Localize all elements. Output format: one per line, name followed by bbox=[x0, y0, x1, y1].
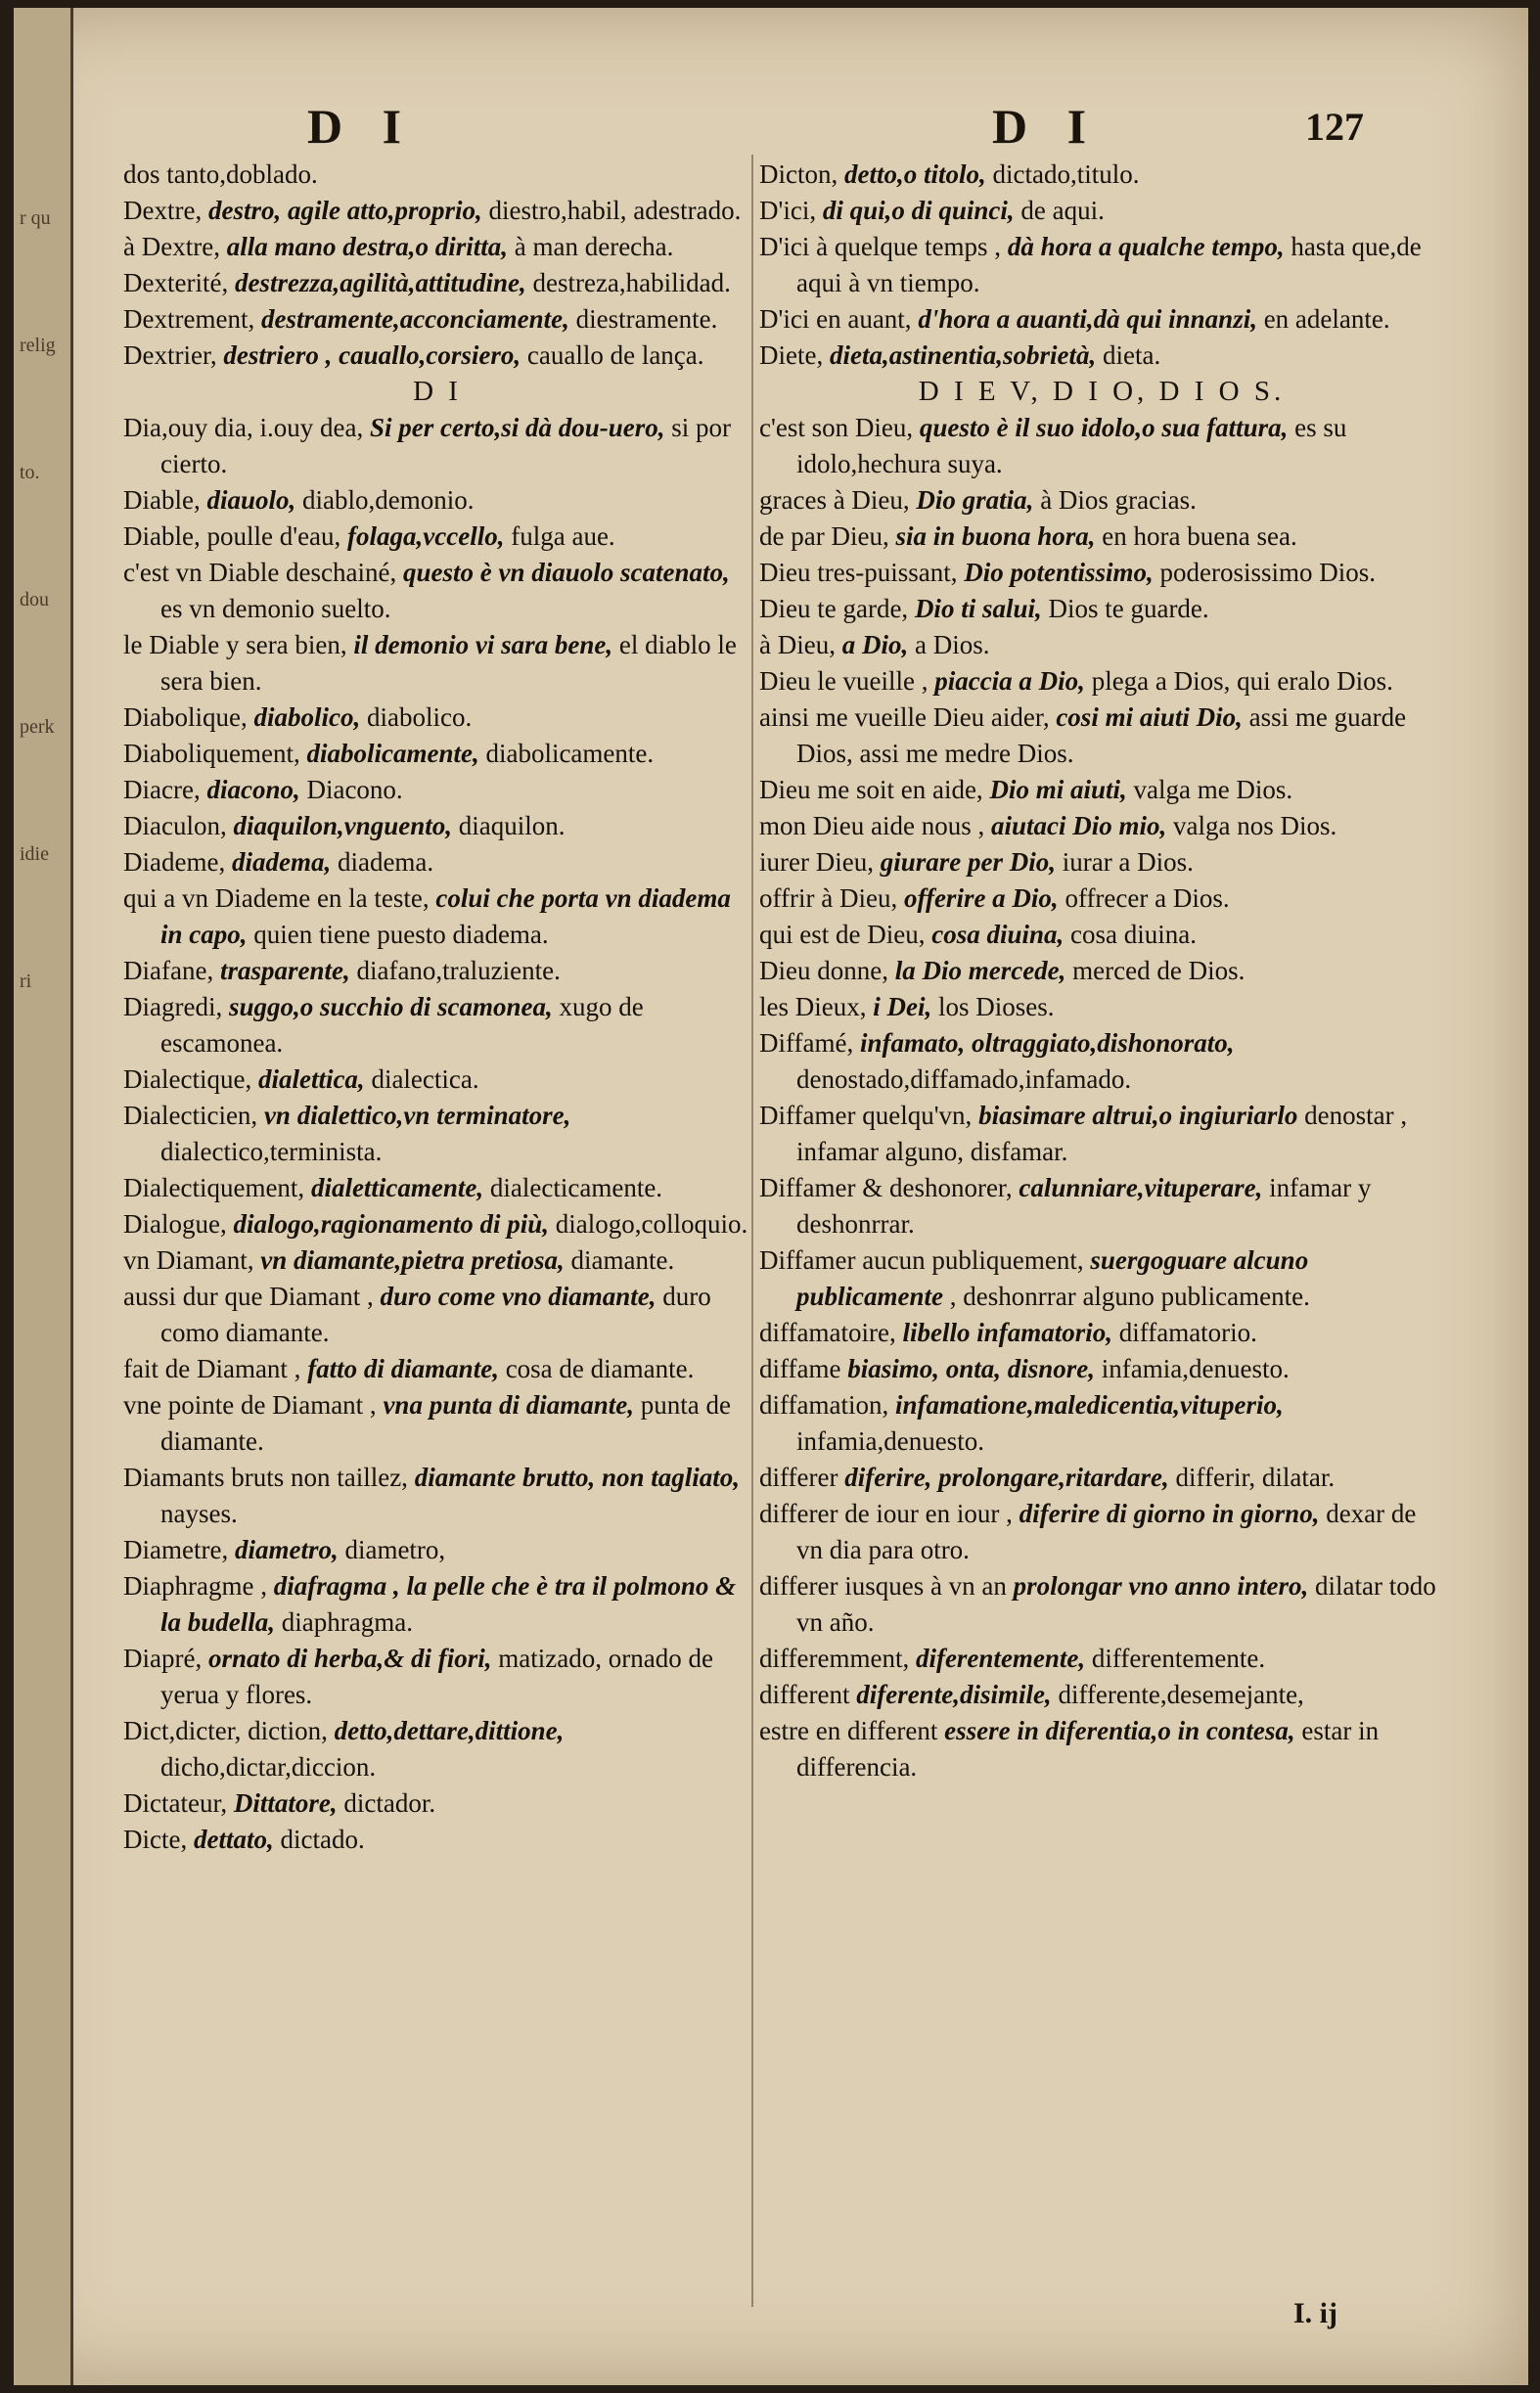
running-header bbox=[14, 98, 1528, 157]
french-term: c'est son Dieu, bbox=[759, 413, 914, 442]
dictionary-entry bbox=[759, 772, 1444, 808]
dictionary-entry bbox=[759, 338, 1444, 374]
dictionary-entry bbox=[759, 880, 1444, 917]
spanish-translation: quien tiene puesto diadema. bbox=[253, 920, 549, 949]
spanish-translation: es vn demonio suelto. bbox=[160, 594, 391, 623]
italian-translation: colui che porta vn diadema in capo, bbox=[160, 883, 731, 949]
dictionary-entry bbox=[123, 338, 751, 374]
spanish-translation: punta de diamante. bbox=[160, 1390, 731, 1456]
dictionary-entry bbox=[759, 519, 1444, 555]
french-term: Diagredi, bbox=[123, 992, 223, 1021]
dictionary-entry bbox=[123, 700, 751, 736]
spanish-translation: si por cierto. bbox=[160, 413, 731, 478]
french-term: Dextrier, bbox=[123, 340, 217, 370]
dictionary-entry bbox=[123, 1532, 751, 1568]
italian-translation: destrezza,agilità,attitudine, bbox=[234, 268, 526, 297]
italian-translation: vn diamante,pietra pretiosa, bbox=[260, 1245, 565, 1275]
french-term: Diaculon, bbox=[123, 811, 227, 840]
italian-translation: destramente,acconciamente, bbox=[260, 304, 569, 334]
italian-translation: diferentemente, bbox=[915, 1644, 1086, 1673]
dictionary-entry bbox=[759, 1713, 1444, 1785]
italian-translation: diabolicamente, bbox=[306, 739, 479, 768]
italian-translation: i Dei, bbox=[873, 992, 932, 1021]
french-term: Diffamer aucun publiquement, bbox=[759, 1245, 1084, 1275]
dictionary-entry bbox=[759, 1460, 1444, 1496]
italian-translation: questo è il suo idolo,o sua fattura, bbox=[919, 413, 1289, 442]
italian-translation: diamante brutto, non tagliato, bbox=[414, 1463, 741, 1492]
italian-translation: diacono, bbox=[206, 775, 300, 804]
dictionary-entry bbox=[123, 1785, 751, 1822]
french-term: Diafane, bbox=[123, 956, 214, 985]
dictionary-entry bbox=[759, 1387, 1444, 1460]
dictionary-entry bbox=[123, 844, 751, 880]
dictionary-entry bbox=[123, 1206, 751, 1242]
spanish-translation: duro como diamante. bbox=[160, 1282, 711, 1347]
margin-fragment: dou bbox=[20, 589, 49, 610]
french-term: Diable, poulle d'eau, bbox=[123, 521, 341, 551]
italian-translation: offerire a Dio, bbox=[903, 883, 1059, 913]
italian-translation: suggo,o succhio di scamonea, bbox=[228, 992, 553, 1021]
dictionary-entry bbox=[759, 1568, 1444, 1641]
french-term: diffamation, bbox=[759, 1390, 889, 1420]
french-term: Dialogue, bbox=[123, 1209, 227, 1239]
dictionary-entry bbox=[123, 265, 751, 301]
italian-translation: diaquilon,vnguento, bbox=[233, 811, 453, 840]
dictionary-entry bbox=[123, 1170, 751, 1206]
dictionary-entry bbox=[123, 1460, 751, 1532]
italian-translation: diferire, prolongare,ritardare, bbox=[844, 1463, 1169, 1492]
dictionary-entry bbox=[759, 1641, 1444, 1677]
french-term: dos tanto,doblado. bbox=[123, 159, 318, 189]
italian-translation: biasimo, onta, disnore, bbox=[847, 1354, 1096, 1383]
french-term: differemment, bbox=[759, 1644, 910, 1673]
french-term: Dextre, bbox=[123, 196, 203, 225]
page-number: 127 bbox=[1305, 105, 1364, 149]
spanish-translation: fulga aue. bbox=[511, 521, 615, 551]
french-term: Diffamer & deshonorer, bbox=[759, 1173, 1013, 1202]
italian-translation: Dio potentissimo, bbox=[964, 558, 1154, 587]
spanish-translation: estar in differencia. bbox=[796, 1716, 1380, 1782]
dictionary-entry bbox=[759, 193, 1444, 229]
dictionary-entry bbox=[759, 229, 1444, 301]
dictionary-entry bbox=[759, 844, 1444, 880]
french-term: D'ici, bbox=[759, 196, 817, 225]
spanish-translation: dialecticamente. bbox=[489, 1173, 663, 1202]
spanish-translation: , deshonrrar alguno publicamente. bbox=[949, 1282, 1310, 1311]
dictionary-entry bbox=[759, 410, 1444, 482]
italian-translation: Dio ti salui, bbox=[914, 594, 1042, 623]
french-term: differer de iour en iour , bbox=[759, 1499, 1013, 1528]
italian-translation: questo è vn diauolo scatenato, bbox=[403, 558, 730, 587]
french-term: à Dextre, bbox=[123, 232, 220, 261]
spanish-translation: infamar y deshonrrar. bbox=[796, 1173, 1372, 1239]
french-term: Diete, bbox=[759, 340, 824, 370]
french-term: fait de Diamant , bbox=[123, 1354, 301, 1383]
french-term: graces à Dieu, bbox=[759, 485, 910, 515]
spanish-translation: differentemente. bbox=[1091, 1644, 1266, 1673]
french-term: Dia,ouy dia, i.ouy dea, bbox=[123, 413, 364, 442]
italian-translation: calunniare,vituperare, bbox=[1019, 1173, 1263, 1202]
french-term: Diable, bbox=[123, 485, 201, 515]
section-heading bbox=[759, 374, 1444, 410]
italian-translation: biasimare altrui,o ingiuriarlo bbox=[978, 1101, 1298, 1130]
spanish-translation: offrecer a Dios. bbox=[1064, 883, 1230, 913]
dictionary-entry bbox=[759, 1098, 1444, 1170]
dictionary-entry bbox=[759, 591, 1444, 627]
french-term: ainsi me vueille Dieu aider, bbox=[759, 702, 1050, 732]
dictionary-entry bbox=[759, 555, 1444, 591]
spanish-translation: dictado,titulo. bbox=[992, 159, 1140, 189]
spanish-translation: infamia,denuesto. bbox=[796, 1426, 984, 1456]
column-divider bbox=[751, 155, 753, 2307]
spanish-translation: Dios te guarde. bbox=[1048, 594, 1209, 623]
italian-translation: Dittatore, bbox=[233, 1788, 338, 1818]
dictionary-entry bbox=[759, 157, 1444, 193]
dictionary-entry bbox=[123, 627, 751, 700]
dictionary-entry bbox=[759, 989, 1444, 1025]
spanish-translation: nayses. bbox=[160, 1499, 238, 1528]
dictionary-entry bbox=[123, 808, 751, 844]
dictionary-entry bbox=[123, 989, 751, 1061]
dictionary-entry bbox=[123, 229, 751, 265]
spanish-translation: denostado,diffamado,infamado. bbox=[796, 1064, 1132, 1094]
french-term: Dieu le vueille , bbox=[759, 666, 929, 696]
spanish-translation: dialectica. bbox=[371, 1064, 479, 1094]
dictionary-entry bbox=[123, 157, 751, 193]
italian-translation: diametro, bbox=[234, 1535, 339, 1564]
french-term: c'est vn Diable deschainé, bbox=[123, 558, 397, 587]
spanish-translation: iurar a Dios. bbox=[1062, 847, 1194, 877]
dictionary-entry bbox=[759, 1170, 1444, 1242]
french-term: different bbox=[759, 1680, 850, 1709]
italian-translation: destriero , cauallo,corsiero, bbox=[223, 340, 521, 370]
dictionary-entry bbox=[759, 1025, 1444, 1098]
italian-translation: Dio mi aiuti, bbox=[989, 775, 1127, 804]
margin-fragment: idie bbox=[20, 843, 49, 865]
header-left-letters: D I bbox=[307, 99, 416, 154]
italian-translation: fatto di diamante, bbox=[307, 1354, 499, 1383]
spanish-translation: diablo,demonio. bbox=[302, 485, 475, 515]
spanish-translation: diabolicamente. bbox=[485, 739, 655, 768]
italian-translation: alla mano destra,o diritta, bbox=[226, 232, 508, 261]
spanish-translation: a Dios. bbox=[914, 630, 990, 659]
french-term: Diacre, bbox=[123, 775, 201, 804]
margin-fragment: r qu bbox=[20, 207, 51, 229]
previous-page-margin bbox=[14, 8, 73, 2385]
spanish-translation: infamia,denuesto. bbox=[1101, 1354, 1290, 1383]
italian-translation: infamato, oltraggiato,dishonorato, bbox=[859, 1028, 1235, 1058]
french-term: mon Dieu aide nous , bbox=[759, 811, 985, 840]
italian-translation: giurare per Dio, bbox=[880, 847, 1056, 877]
french-term: Dict,dicter, diction, bbox=[123, 1716, 328, 1745]
italian-translation: Si per certo,si dà dou-uero, bbox=[369, 413, 665, 442]
italian-translation: il demonio vi sara bene, bbox=[353, 630, 613, 659]
spanish-translation: diestramente. bbox=[575, 304, 718, 334]
italian-translation: destro, agile atto,proprio, bbox=[207, 196, 482, 225]
margin-fragment: perk bbox=[20, 716, 55, 738]
spanish-translation: diaquilon. bbox=[458, 811, 566, 840]
spanish-translation: dexar de vn dia para otro. bbox=[796, 1499, 1417, 1564]
dictionary-entry bbox=[759, 953, 1444, 989]
french-term: Dieu tres-puissant, bbox=[759, 558, 958, 587]
spanish-translation: diffamatorio. bbox=[1118, 1318, 1257, 1347]
french-term: Dictateur, bbox=[123, 1788, 228, 1818]
italian-translation: libello infamatorio, bbox=[902, 1318, 1112, 1347]
dictionary-entry bbox=[123, 1279, 751, 1351]
dictionary-entry bbox=[759, 1242, 1444, 1315]
italian-translation: dialetticamente, bbox=[310, 1173, 484, 1202]
book-page bbox=[14, 8, 1528, 2385]
italian-translation: vn dialettico,vn terminatore, bbox=[263, 1101, 571, 1130]
french-term: Diffamer quelqu'vn, bbox=[759, 1101, 973, 1130]
spanish-translation: dicho,dictar,diccion. bbox=[160, 1752, 377, 1782]
spanish-translation: valga nos Dios. bbox=[1172, 811, 1337, 840]
dictionary-entry bbox=[759, 1677, 1444, 1713]
spanish-translation: assi me guarde Dios, assi me medre Dios. bbox=[796, 702, 1407, 768]
french-term: D I bbox=[413, 376, 462, 407]
french-term: Diademe, bbox=[123, 847, 226, 877]
spanish-translation: destreza,habilidad. bbox=[532, 268, 731, 297]
spanish-translation: dilatar todo vn año. bbox=[796, 1571, 1436, 1637]
dictionary-entry bbox=[759, 482, 1444, 519]
dictionary-entry bbox=[759, 301, 1444, 338]
spanish-translation: à Dios gracias. bbox=[1040, 485, 1197, 515]
french-term: les Dieux, bbox=[759, 992, 867, 1021]
italian-translation: folaga,vccello, bbox=[347, 521, 505, 551]
spanish-translation: plega a Dios, qui eralo Dios. bbox=[1091, 666, 1393, 696]
dictionary-entry bbox=[123, 772, 751, 808]
italian-translation: dialogo,ragionamento di più, bbox=[233, 1209, 550, 1239]
french-term: D'ici à quelque temps , bbox=[759, 232, 1002, 261]
spanish-translation: valga me Dios. bbox=[1133, 775, 1293, 804]
spanish-translation: es su idolo,hechura suya. bbox=[796, 413, 1347, 478]
margin-fragment: ri bbox=[20, 971, 32, 992]
spanish-translation: en hora buena sea. bbox=[1102, 521, 1297, 551]
dictionary-entry bbox=[123, 736, 751, 772]
spanish-translation: à man derecha. bbox=[514, 232, 674, 261]
italian-translation: diferente,disimile, bbox=[856, 1680, 1052, 1709]
dictionary-entry bbox=[123, 1061, 751, 1098]
french-term: Diaphragme , bbox=[123, 1571, 267, 1601]
italian-translation: suergoguare alcuno publicamente bbox=[796, 1245, 1309, 1311]
french-term: diffame bbox=[759, 1354, 841, 1383]
spanish-translation: cosa de diamante. bbox=[505, 1354, 695, 1383]
french-term: le Diable y sera bien, bbox=[123, 630, 347, 659]
italian-translation: diferire di giorno in giorno, bbox=[1019, 1499, 1320, 1528]
spanish-translation: dictado. bbox=[280, 1825, 365, 1854]
spanish-translation: diadema. bbox=[337, 847, 434, 877]
spanish-translation: dieta. bbox=[1103, 340, 1161, 370]
spanish-translation: Diacono. bbox=[306, 775, 403, 804]
dictionary-entry bbox=[123, 880, 751, 953]
spanish-translation: diestro,habil, adestrado. bbox=[488, 196, 742, 225]
french-term: vne pointe de Diamant , bbox=[123, 1390, 377, 1420]
dictionary-entry bbox=[123, 1242, 751, 1279]
french-term: Dexterité, bbox=[123, 268, 229, 297]
french-term: à Dieu, bbox=[759, 630, 836, 659]
dictionary-entry bbox=[123, 193, 751, 229]
italian-translation: duro come vno diamante, bbox=[380, 1282, 657, 1311]
spanish-translation: diafano,traluziente. bbox=[356, 956, 561, 985]
french-term: iurer Dieu, bbox=[759, 847, 874, 877]
spanish-translation: el diablo le sera bien. bbox=[160, 630, 737, 696]
french-term: Diapré, bbox=[123, 1644, 203, 1673]
spanish-translation: diametro, bbox=[344, 1535, 446, 1564]
spanish-translation: matizado, ornado de yerua y flores. bbox=[160, 1644, 713, 1709]
french-term: Dieu donne, bbox=[759, 956, 888, 985]
margin-fragment: to. bbox=[20, 462, 40, 483]
left-column bbox=[123, 157, 751, 1858]
italian-translation: trasparente, bbox=[219, 956, 350, 985]
spanish-translation: diamante. bbox=[570, 1245, 675, 1275]
italian-translation: dettato, bbox=[193, 1825, 274, 1854]
italian-translation: dialettica, bbox=[257, 1064, 365, 1094]
french-term: Dialectiquement, bbox=[123, 1173, 305, 1202]
dictionary-entry bbox=[123, 1387, 751, 1460]
french-term: diffamatoire, bbox=[759, 1318, 896, 1347]
french-term: D I E V, D I O, D I O S. bbox=[918, 376, 1286, 407]
dictionary-entry bbox=[123, 1098, 751, 1170]
italian-translation: diabolico, bbox=[253, 702, 361, 732]
margin-fragment: relig bbox=[20, 335, 56, 356]
italian-translation: dà hora a qualche tempo, bbox=[1007, 232, 1285, 261]
french-term: Diamants bruts non taillez, bbox=[123, 1463, 408, 1492]
dictionary-entry bbox=[759, 663, 1444, 700]
dictionary-entry bbox=[123, 1822, 751, 1858]
italian-translation: aiutaci Dio mio, bbox=[990, 811, 1167, 840]
french-term: Diabolique, bbox=[123, 702, 248, 732]
italian-translation: d'hora a auanti,dà qui innanzi, bbox=[918, 304, 1257, 334]
french-term: qui a vn Diademe en la teste, bbox=[123, 883, 430, 913]
italian-translation: essere in diferentia,o in contesa, bbox=[944, 1716, 1295, 1745]
french-term: estre en different bbox=[759, 1716, 938, 1745]
italian-translation: a Dio, bbox=[841, 630, 909, 659]
dictionary-entry bbox=[123, 555, 751, 627]
french-term: vn Diamant, bbox=[123, 1245, 254, 1275]
dictionary-entry bbox=[759, 1351, 1444, 1387]
spanish-translation: differente,desemejante, bbox=[1058, 1680, 1304, 1709]
spanish-translation: cauallo de lança. bbox=[526, 340, 704, 370]
french-term: differer bbox=[759, 1463, 838, 1492]
italian-translation: ornato di herba,& di fiori, bbox=[207, 1644, 492, 1673]
french-term: offrir à Dieu, bbox=[759, 883, 898, 913]
french-term: differer iusques à vn an bbox=[759, 1571, 1007, 1601]
italian-translation: cosi mi aiuti Dio, bbox=[1056, 702, 1243, 732]
dictionary-entry bbox=[123, 301, 751, 338]
spanish-translation: de aqui. bbox=[1020, 196, 1105, 225]
italian-translation: diauolo, bbox=[206, 485, 296, 515]
spanish-translation: dictador. bbox=[343, 1788, 436, 1818]
dictionary-entry bbox=[123, 519, 751, 555]
dictionary-entry bbox=[123, 1641, 751, 1713]
french-term: Dialecticien, bbox=[123, 1101, 258, 1130]
spanish-translation: dialogo,colloquio. bbox=[555, 1209, 748, 1239]
dictionary-entry bbox=[759, 1315, 1444, 1351]
italian-translation: sia in buona hora, bbox=[895, 521, 1096, 551]
dictionary-entry bbox=[123, 1568, 751, 1641]
italian-translation: di qui,o di quinci, bbox=[822, 196, 1015, 225]
french-term: de par Dieu, bbox=[759, 521, 889, 551]
dictionary-entry bbox=[759, 1496, 1444, 1568]
spanish-translation: diaphragma. bbox=[281, 1607, 413, 1637]
dictionary-entry bbox=[759, 808, 1444, 844]
spanish-translation: differir, dilatar. bbox=[1175, 1463, 1336, 1492]
spanish-translation: merced de Dios. bbox=[1072, 956, 1246, 985]
spanish-translation: dialectico,terminista. bbox=[160, 1137, 383, 1166]
dictionary-entry bbox=[759, 917, 1444, 953]
right-column bbox=[759, 157, 1444, 1785]
italian-translation: dieta,astinentia,sobrietà, bbox=[829, 340, 1097, 370]
french-term: Dialectique, bbox=[123, 1064, 252, 1094]
signature-mark: I. ij bbox=[1293, 2297, 1337, 2329]
italian-translation: prolongar vno anno intero, bbox=[1013, 1571, 1309, 1601]
spanish-translation: en adelante. bbox=[1263, 304, 1390, 334]
italian-translation: diadema, bbox=[231, 847, 332, 877]
dictionary-entry bbox=[123, 1713, 751, 1785]
french-term: Dieu me soit en aide, bbox=[759, 775, 983, 804]
dictionary-entry bbox=[123, 953, 751, 989]
french-term: D'ici en auant, bbox=[759, 304, 912, 334]
french-term: Diffamé, bbox=[759, 1028, 854, 1058]
italian-translation: vna punta di diamante, bbox=[383, 1390, 634, 1420]
italian-translation: la Dio mercede, bbox=[894, 956, 1066, 985]
dictionary-entry bbox=[123, 482, 751, 519]
french-term: qui est de Dieu, bbox=[759, 920, 926, 949]
spanish-translation: xugo de escamonea. bbox=[160, 992, 644, 1058]
spanish-translation: los Dioses. bbox=[937, 992, 1055, 1021]
french-term: Dieu te garde, bbox=[759, 594, 909, 623]
dictionary-entry bbox=[123, 1351, 751, 1387]
french-term: aussi dur que Diamant , bbox=[123, 1282, 374, 1311]
italian-translation: detto,o titolo, bbox=[844, 159, 986, 189]
spanish-translation: diabolico. bbox=[366, 702, 473, 732]
dictionary-entry bbox=[759, 700, 1444, 772]
section-heading bbox=[123, 374, 751, 410]
spanish-translation: hasta que,de aqui à vn tiempo. bbox=[796, 232, 1422, 297]
italian-translation: diafragma , la pelle che è tra il polmono & la budella, bbox=[160, 1571, 737, 1637]
italian-translation: Dio gratia, bbox=[916, 485, 1034, 515]
spanish-translation: cosa diuina. bbox=[1070, 920, 1197, 949]
french-term: Diaboliquement, bbox=[123, 739, 300, 768]
spanish-translation: denostar , infamar alguno, disfamar. bbox=[796, 1101, 1408, 1166]
french-term: Dicte, bbox=[123, 1825, 188, 1854]
dictionary-entry bbox=[759, 627, 1444, 663]
italian-translation: detto,dettare,dittione, bbox=[334, 1716, 565, 1745]
french-term: Dicton, bbox=[759, 159, 838, 189]
header-right-letters: D I bbox=[992, 99, 1101, 154]
italian-translation: piaccia a Dio, bbox=[934, 666, 1085, 696]
french-term: Diametre, bbox=[123, 1535, 229, 1564]
italian-translation: infamatione,maledicentia,vituperio, bbox=[894, 1390, 1284, 1420]
italian-translation: cosa diuina, bbox=[931, 920, 1064, 949]
french-term: Dextrement, bbox=[123, 304, 255, 334]
spanish-translation: poderosissimo Dios. bbox=[1159, 558, 1377, 587]
dictionary-entry bbox=[123, 410, 751, 482]
